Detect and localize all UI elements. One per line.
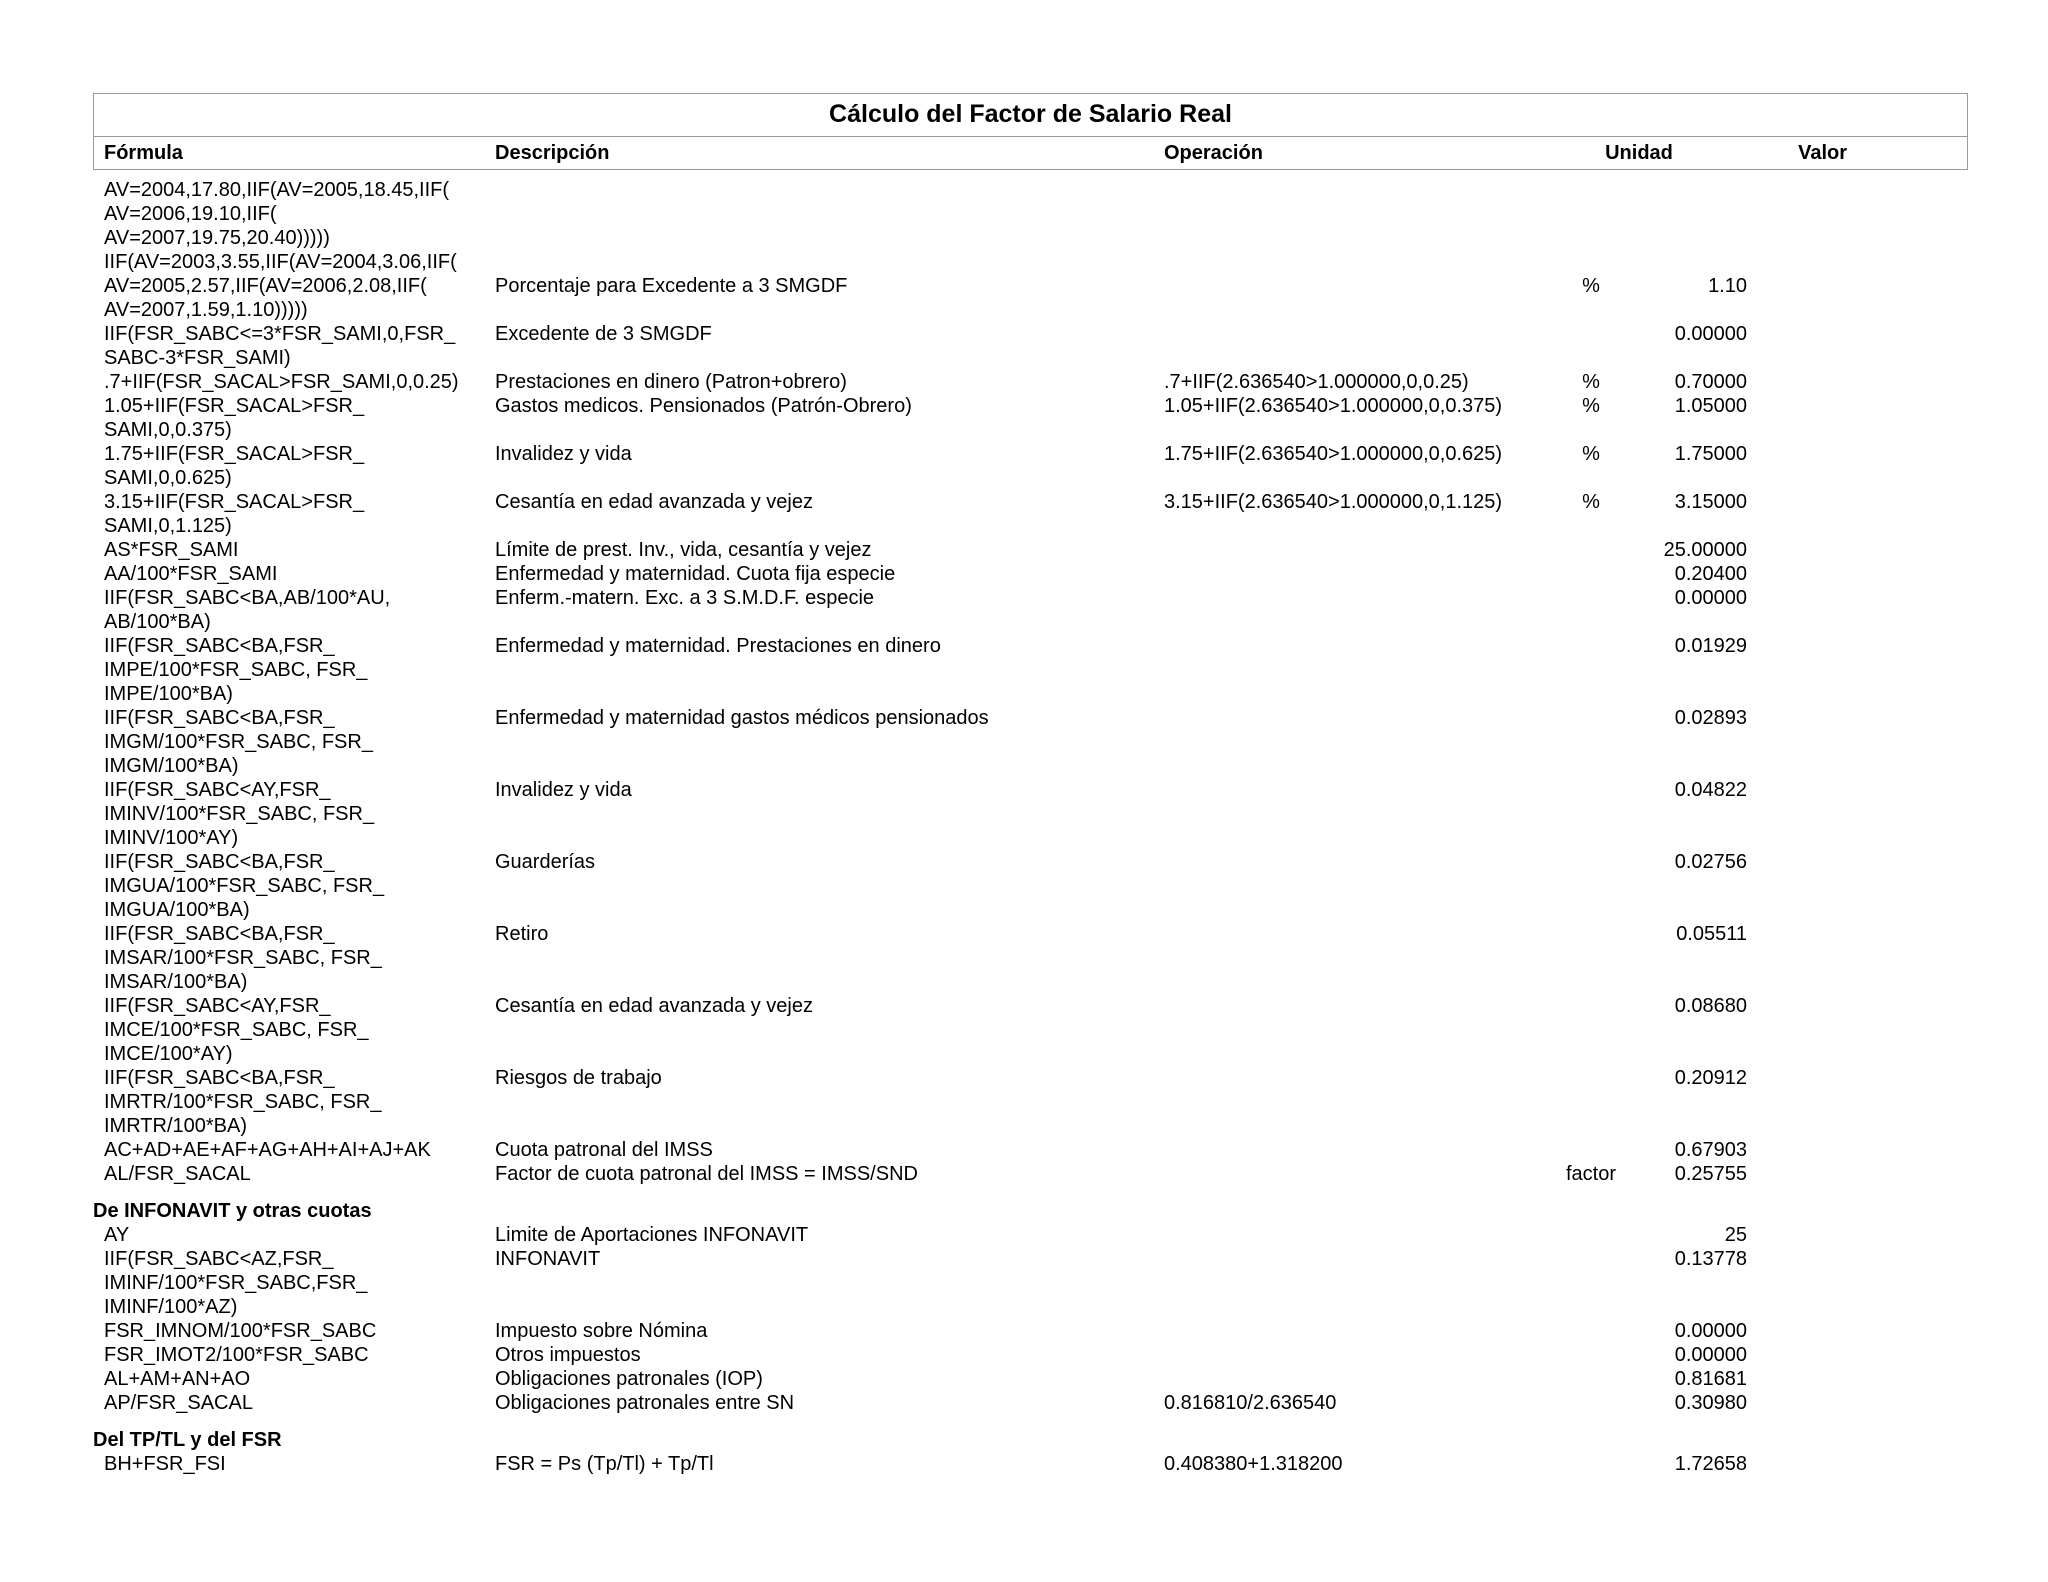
formula-cell: SAMI,0,0.375)	[104, 419, 232, 441]
description-cell: Cuota patronal del IMSS	[495, 1139, 713, 1161]
description-cell: Gastos medicos. Pensionados (Patrón-Obrero)	[495, 395, 912, 417]
value-cell: 0.02893	[1674, 707, 1747, 729]
section-title: De INFONAVIT y otras cuotas	[93, 1200, 372, 1222]
formula-cell: SABC-3*FSR_SAMI)	[104, 347, 291, 369]
formula-cell: IIF(AV=2003,3.55,IIF(AV=2004,3.06,IIF(	[104, 251, 457, 273]
description-cell: Cesantía en edad avanzada y vejez	[495, 491, 813, 513]
value-cell: 0.02756	[1674, 851, 1747, 873]
unit-cell: %	[1582, 371, 1600, 393]
formula-cell: SAMI,0,1.125)	[104, 515, 232, 537]
formula-cell: BH+FSR_FSI	[104, 1453, 226, 1475]
unit-cell: %	[1582, 443, 1600, 465]
formula-cell: IIF(FSR_SABC<BA,FSR_	[104, 707, 335, 729]
description-cell: Invalidez y vida	[495, 779, 632, 801]
description-cell: Riesgos de trabajo	[495, 1067, 662, 1089]
description-cell: Enfermedad y maternidad gastos médicos pensionados	[495, 707, 989, 729]
formula-cell: IMGM/100*FSR_SABC, FSR_	[104, 731, 373, 753]
formula-cell: AV=2004,17.80,IIF(AV=2005,18.45,IIF(	[104, 179, 450, 201]
formula-cell: 3.15+IIF(FSR_SACAL>FSR_	[104, 491, 365, 513]
formula-cell: IMRTR/100*FSR_SABC, FSR_	[104, 1091, 382, 1113]
operation-cell: 0.408380+1.318200	[1164, 1453, 1343, 1475]
value-cell: 0.00000	[1674, 323, 1747, 345]
description-cell: Enfermedad y maternidad. Prestaciones en dinero	[495, 635, 941, 657]
formula-cell: AC+AD+AE+AF+AG+AH+AI+AJ+AK	[104, 1139, 431, 1161]
formula-cell: FSR_IMOT2/100*FSR_SABC	[104, 1344, 369, 1366]
unit-cell: %	[1582, 395, 1600, 417]
description-cell: Obligaciones patronales entre SN	[495, 1392, 795, 1414]
unit-cell: %	[1582, 275, 1600, 297]
description-cell: Prestaciones en dinero (Patron+obrero)	[495, 371, 847, 393]
column-header-formula: Fórmula	[104, 142, 183, 164]
value-cell: 1.10	[1708, 275, 1747, 297]
formula-cell: IIF(FSR_SABC<=3*FSR_SAMI,0,FSR_	[104, 323, 456, 345]
description-cell: Otros impuestos	[495, 1344, 641, 1366]
formula-cell: IMINF/100*FSR_SABC,FSR_	[104, 1272, 368, 1294]
description-cell: Limite de Aportaciones INFONAVIT	[495, 1224, 809, 1246]
formula-cell: AV=2007,19.75,20.40)))))	[104, 227, 330, 249]
value-cell: 0.81681	[1674, 1368, 1747, 1390]
formula-cell: AB/100*BA)	[104, 611, 211, 633]
formula-cell: IMGM/100*BA)	[104, 755, 239, 777]
value-cell: 25	[1724, 1224, 1747, 1246]
formula-cell: IMGUA/100*BA)	[104, 899, 250, 921]
value-cell: 1.72658	[1674, 1453, 1747, 1475]
value-cell: 0.25755	[1674, 1163, 1747, 1185]
formula-cell: IIF(FSR_SABC<BA,FSR_	[104, 635, 335, 657]
formula-cell: IMGUA/100*FSR_SABC, FSR_	[104, 875, 385, 897]
formula-cell: AV=2007,1.59,1.10)))))	[104, 299, 308, 321]
report-header	[93, 93, 1968, 170]
value-cell: 0.20400	[1674, 563, 1747, 585]
formula-cell: IIF(FSR_SABC<BA,FSR_	[104, 851, 335, 873]
description-cell: Impuesto sobre Nómina	[495, 1320, 708, 1342]
formula-cell: IMSAR/100*BA)	[104, 971, 248, 993]
section-title: Del TP/TL y del FSR	[93, 1429, 282, 1451]
formula-cell: AL/FSR_SACAL	[104, 1163, 251, 1185]
description-cell: Enferm.-matern. Exc. a 3 S.M.D.F. especie	[495, 587, 875, 609]
column-header-description: Descripción	[495, 142, 610, 164]
description-cell: Guarderías	[495, 851, 596, 873]
description-cell: FSR = Ps (Tp/Tl) + Tp/Tl	[495, 1453, 714, 1475]
value-cell: 0.04822	[1674, 779, 1747, 801]
description-cell: Invalidez y vida	[495, 443, 632, 465]
formula-cell: .7+IIF(FSR_SACAL>FSR_SAMI,0,0.25)	[104, 371, 459, 393]
formula-cell: FSR_IMNOM/100*FSR_SABC	[104, 1320, 377, 1342]
value-cell: 0.00000	[1674, 587, 1747, 609]
value-cell: 25.00000	[1663, 539, 1747, 561]
formula-cell: AY	[104, 1224, 130, 1246]
description-cell: INFONAVIT	[495, 1248, 601, 1270]
formula-cell: IMPE/100*BA)	[104, 683, 233, 705]
value-cell: 0.67903	[1674, 1139, 1747, 1161]
column-header-value: Valor	[1798, 142, 1847, 164]
formula-cell: IIF(FSR_SABC<AZ,FSR_	[104, 1248, 334, 1270]
formula-cell: AS*FSR_SAMI	[104, 539, 239, 561]
column-header-operation: Operación	[1164, 142, 1263, 164]
formula-cell: AA/100*FSR_SAMI	[104, 563, 278, 585]
operation-cell: .7+IIF(2.636540>1.000000,0,0.25)	[1164, 371, 1469, 393]
formula-cell: IIF(FSR_SABC<AY,FSR_	[104, 779, 331, 801]
value-cell: 3.15000	[1674, 491, 1747, 513]
formula-cell: 1.05+IIF(FSR_SACAL>FSR_	[104, 395, 365, 417]
column-header-unit: Unidad	[1605, 142, 1673, 164]
formula-cell: IMPE/100*FSR_SABC, FSR_	[104, 659, 368, 681]
value-cell: 0.20912	[1674, 1067, 1747, 1089]
value-cell: 0.08680	[1674, 995, 1747, 1017]
formula-cell: IMINV/100*FSR_SABC, FSR_	[104, 803, 375, 825]
formula-cell: AV=2006,19.10,IIF(	[104, 203, 277, 225]
value-cell: 0.01929	[1674, 635, 1747, 657]
description-cell: Retiro	[495, 923, 549, 945]
unit-cell: factor	[1565, 1163, 1617, 1185]
formula-cell: IIF(FSR_SABC<BA,FSR_	[104, 923, 335, 945]
formula-cell: AV=2005,2.57,IIF(AV=2006,2.08,IIF(	[104, 275, 427, 297]
formula-cell: IMCE/100*AY)	[104, 1043, 233, 1065]
header-divider	[94, 136, 1967, 137]
description-cell: Límite de prest. Inv., vida, cesantía y vejez	[495, 539, 872, 561]
value-cell: 1.75000	[1674, 443, 1747, 465]
description-cell: Cesantía en edad avanzada y vejez	[495, 995, 813, 1017]
formula-cell: AP/FSR_SACAL	[104, 1392, 253, 1414]
description-cell: Enfermedad y maternidad. Cuota fija especie	[495, 563, 896, 585]
value-cell: 0.00000	[1674, 1344, 1747, 1366]
description-cell: Excedente de 3 SMGDF	[495, 323, 712, 345]
operation-cell: 3.15+IIF(2.636540>1.000000,0,1.125)	[1164, 491, 1503, 513]
description-cell: Porcentaje para Excedente a 3 SMGDF	[495, 275, 848, 297]
formula-cell: SAMI,0,0.625)	[104, 467, 232, 489]
value-cell: 0.13778	[1674, 1248, 1747, 1270]
operation-cell: 0.816810/2.636540	[1164, 1392, 1337, 1414]
formula-cell: IIF(FSR_SABC<BA,AB/100*AU,	[104, 587, 391, 609]
formula-cell: IIF(FSR_SABC<BA,FSR_	[104, 1067, 335, 1089]
value-cell: 0.30980	[1674, 1392, 1747, 1414]
formula-cell: 1.75+IIF(FSR_SACAL>FSR_	[104, 443, 365, 465]
operation-cell: 1.75+IIF(2.636540>1.000000,0,0.625)	[1164, 443, 1503, 465]
formula-cell: AL+AM+AN+AO	[104, 1368, 251, 1390]
formula-cell: IMCE/100*FSR_SABC, FSR_	[104, 1019, 369, 1041]
formula-cell: IMINV/100*AY)	[104, 827, 239, 849]
description-cell: Factor de cuota patronal del IMSS = IMSS/SND	[495, 1163, 918, 1185]
value-cell: 0.00000	[1674, 1320, 1747, 1342]
report-title: Cálculo del Factor de Salario Real	[829, 100, 1232, 128]
formula-cell: IIF(FSR_SABC<AY,FSR_	[104, 995, 331, 1017]
description-cell: Obligaciones patronales (IOP)	[495, 1368, 763, 1390]
value-cell: 0.70000	[1674, 371, 1747, 393]
formula-cell: IMINF/100*AZ)	[104, 1296, 238, 1318]
value-cell: 0.05511	[1676, 923, 1747, 945]
formula-cell: IMRTR/100*BA)	[104, 1115, 248, 1137]
unit-cell: %	[1582, 491, 1600, 513]
operation-cell: 1.05+IIF(2.636540>1.000000,0,0.375)	[1164, 395, 1503, 417]
formula-cell: IMSAR/100*FSR_SABC, FSR_	[104, 947, 382, 969]
value-cell: 1.05000	[1674, 395, 1747, 417]
